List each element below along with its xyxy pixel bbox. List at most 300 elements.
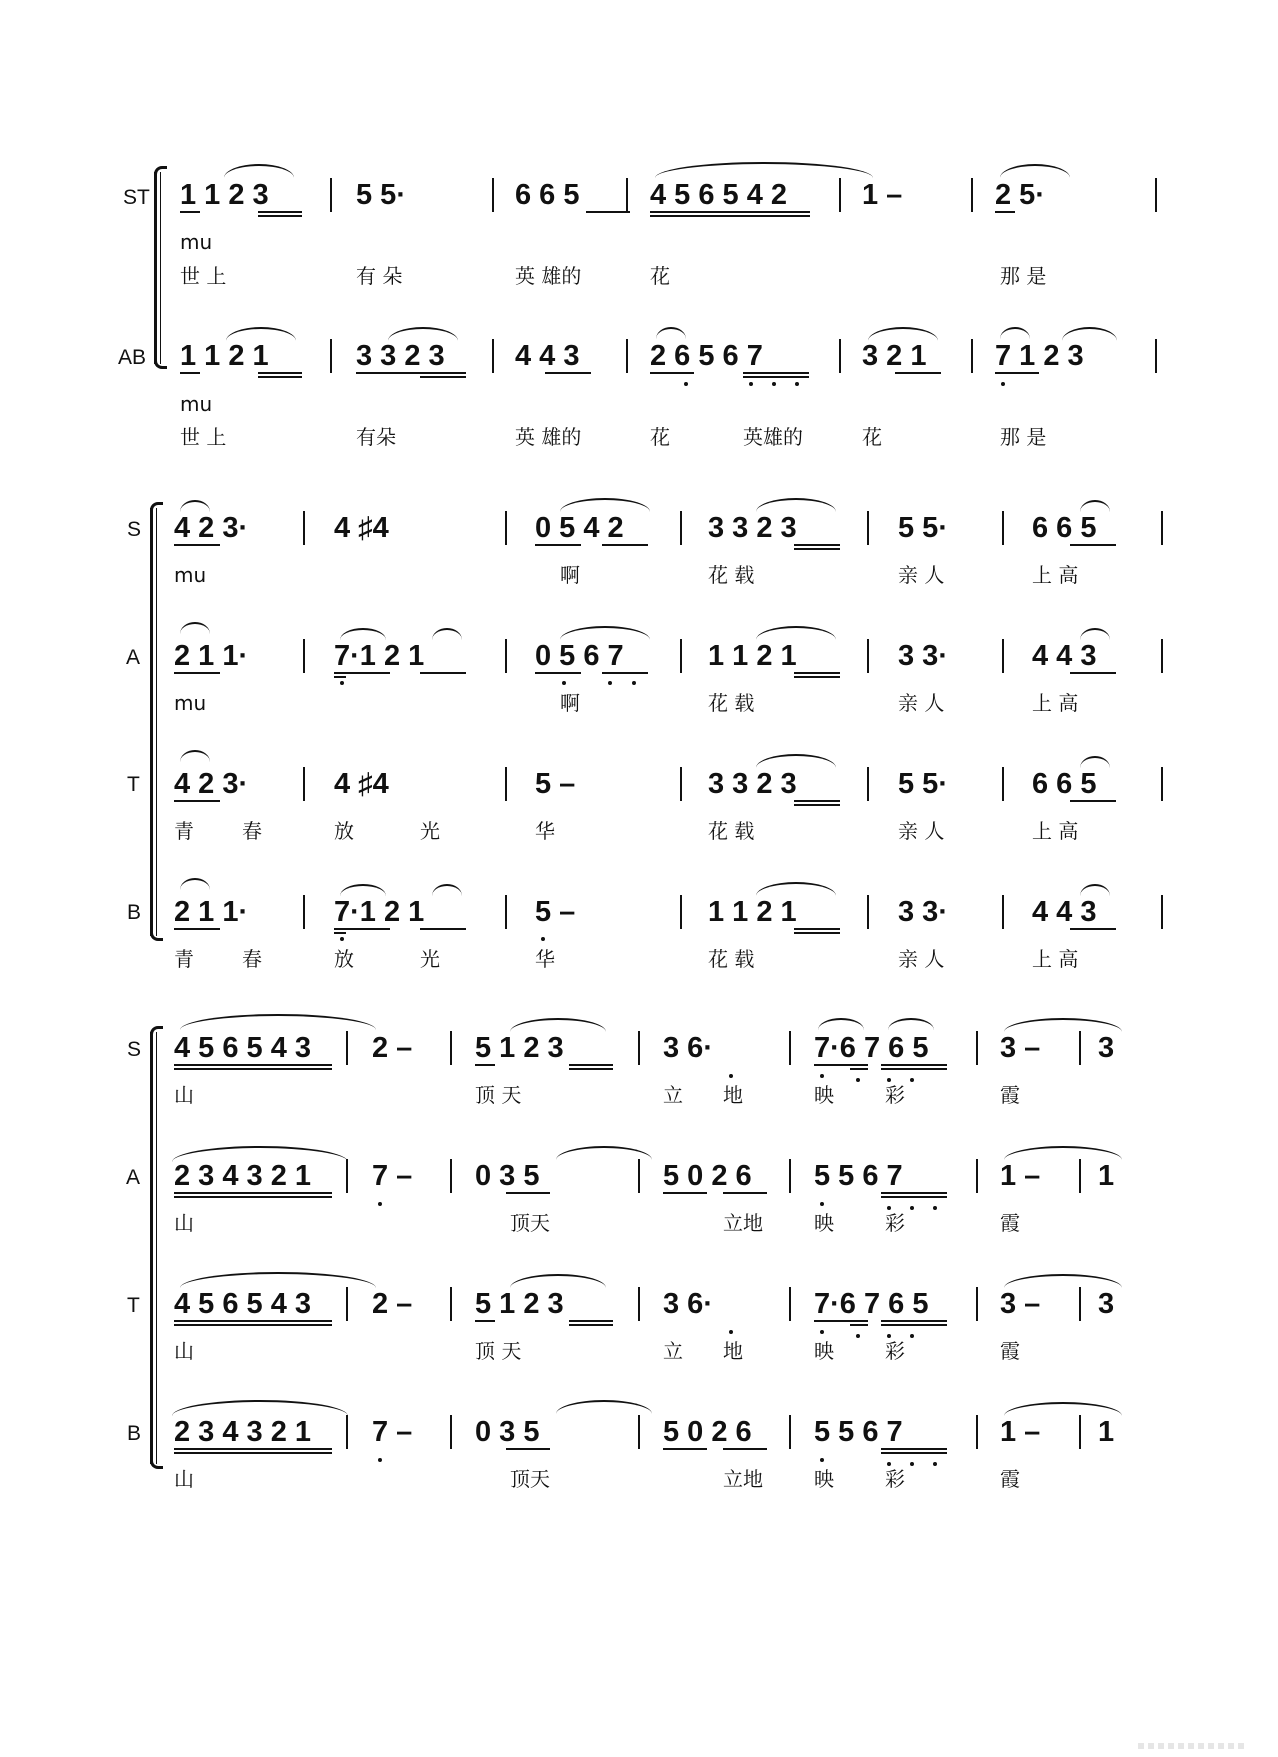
- barline: [1002, 895, 1004, 929]
- measure-4: 3 3 2 3: [708, 512, 797, 544]
- underline: [794, 676, 840, 678]
- barline: [976, 1415, 978, 1449]
- lyric: 有 朵: [356, 264, 403, 288]
- slur: [756, 754, 836, 768]
- barline: [303, 767, 305, 801]
- barline: [680, 511, 682, 545]
- lyric: 地: [723, 1339, 743, 1363]
- underline: [174, 1064, 332, 1066]
- measure-3: 5 –: [535, 768, 576, 800]
- measure-5: 7·6 7 6 5: [814, 1032, 929, 1064]
- slur: [888, 1018, 934, 1030]
- underline: [881, 1448, 947, 1450]
- low-octave-dot: [340, 681, 344, 685]
- underline: [663, 1448, 707, 1450]
- low-octave-dot: [910, 1462, 914, 1466]
- slur: [1080, 756, 1110, 768]
- barline: [450, 1415, 452, 1449]
- lyric: 放: [334, 947, 354, 971]
- lyric: 映: [814, 1467, 834, 1491]
- measure-7: 3: [1098, 1032, 1115, 1064]
- barline: [867, 767, 869, 801]
- low-octave-dot: [820, 1458, 824, 1462]
- measure-7: 1: [1098, 1416, 1115, 1448]
- measure-1: 4 2 3·: [174, 768, 249, 800]
- measure-3: 5 –: [535, 896, 576, 928]
- barline: [346, 1031, 348, 1065]
- lyric: 亲 人: [898, 947, 945, 971]
- underline: [743, 372, 809, 374]
- barline: [1002, 511, 1004, 545]
- measure-2: 2 –: [372, 1288, 413, 1320]
- slur: [180, 878, 210, 890]
- lyric: 春: [242, 947, 262, 971]
- staff-label: T: [127, 773, 140, 796]
- bracket-top-hook: [154, 166, 167, 177]
- measure-1: 2 3 4 3 2 1: [174, 1160, 312, 1192]
- lyric: 顶 天: [475, 1339, 522, 1363]
- lyric: mu: [174, 563, 207, 587]
- slur: [180, 622, 210, 634]
- staff-label: AB: [118, 346, 147, 369]
- slur: [756, 882, 836, 896]
- lyric: 世 上: [180, 264, 227, 288]
- barline: [680, 639, 682, 673]
- slur: [1000, 164, 1070, 178]
- underline: [794, 672, 840, 674]
- measure-6: 1 –: [1000, 1416, 1041, 1448]
- measure-4: 3 6·: [663, 1032, 713, 1064]
- low-octave-dot: [749, 382, 753, 386]
- system-bracket: [154, 172, 157, 364]
- barline: [505, 639, 507, 673]
- measure-5: 7·6 7 6 5: [814, 1288, 929, 1320]
- lyric: 亲 人: [898, 819, 945, 843]
- lyric: 霞: [1000, 1083, 1020, 1107]
- underline: [420, 376, 466, 378]
- slur: [510, 1018, 606, 1032]
- barline: [450, 1159, 452, 1193]
- underline: [535, 672, 581, 674]
- barline: [867, 511, 869, 545]
- lyric: 亲 人: [898, 563, 945, 587]
- underline: [258, 376, 302, 378]
- lyric: 上 高: [1032, 563, 1079, 587]
- underline: [794, 548, 840, 550]
- lyric: 上 高: [1032, 691, 1079, 715]
- barline: [638, 1031, 640, 1065]
- barline: [1161, 511, 1163, 545]
- watermark: [1138, 1743, 1248, 1749]
- underline: [569, 1068, 613, 1070]
- underline: [174, 672, 220, 674]
- slur: [560, 498, 650, 512]
- slur: [180, 1014, 376, 1030]
- measure-2: 4 ♯4: [334, 512, 389, 544]
- slur: [1080, 884, 1110, 896]
- measure-6: 2 5·: [995, 179, 1045, 211]
- barline: [1079, 1159, 1081, 1193]
- barline: [638, 1415, 640, 1449]
- barline: [1079, 1415, 1081, 1449]
- lyric: 彩: [885, 1339, 905, 1363]
- underline: [794, 932, 840, 934]
- low-octave-dot: [887, 1462, 891, 1466]
- measure-6: 4 4 3: [1032, 640, 1097, 672]
- measure-2: 4 ♯4: [334, 768, 389, 800]
- staff-label: S: [127, 1038, 142, 1061]
- barline: [303, 639, 305, 673]
- measure-5: 1 –: [862, 179, 903, 211]
- slur: [560, 626, 650, 640]
- underline: [258, 215, 302, 217]
- slur: [226, 327, 296, 341]
- measure-1: 2 1 1·: [174, 640, 249, 672]
- underline: [174, 928, 220, 930]
- slur: [340, 884, 386, 896]
- underline: [535, 544, 581, 546]
- barline: [1079, 1287, 1081, 1321]
- lyric: 花: [650, 425, 670, 449]
- underline: [794, 928, 840, 930]
- underline: [881, 1064, 947, 1066]
- lyric: 山: [174, 1211, 194, 1235]
- underline: [602, 544, 648, 546]
- low-octave-dot: [820, 1330, 824, 1334]
- slur: [1080, 500, 1110, 512]
- barline: [626, 178, 628, 212]
- slur: [340, 628, 386, 640]
- barline: [789, 1031, 791, 1065]
- barline: [867, 639, 869, 673]
- barline: [680, 895, 682, 929]
- lyric: 世 上: [180, 425, 227, 449]
- measure-4: 4 5 6 5 4 2: [650, 179, 788, 211]
- lyric: 霞: [1000, 1339, 1020, 1363]
- low-octave-dot: [729, 1330, 733, 1334]
- underline: [995, 372, 1039, 374]
- measure-1: 1 1 2 3: [180, 179, 269, 211]
- barline: [1079, 1031, 1081, 1065]
- barline: [1161, 895, 1163, 929]
- low-octave-dot: [887, 1334, 891, 1338]
- barline: [346, 1287, 348, 1321]
- barline: [346, 1415, 348, 1449]
- barline: [839, 178, 841, 212]
- bracket-top-hook: [150, 502, 163, 513]
- lyric: 映: [814, 1339, 834, 1363]
- underline: [1070, 672, 1116, 674]
- lyric: 那 是: [1000, 264, 1047, 288]
- barline: [638, 1159, 640, 1193]
- measure-6: 7 1 2 3: [995, 340, 1084, 372]
- low-octave-dot: [910, 1206, 914, 1210]
- underline: [356, 372, 466, 374]
- barline: [680, 767, 682, 801]
- underline: [506, 1192, 550, 1194]
- low-octave-dot: [378, 1202, 382, 1206]
- measure-5: 3 3·: [898, 896, 948, 928]
- lyric: 放: [334, 819, 354, 843]
- barline: [971, 339, 973, 373]
- staff-label: A: [126, 1166, 141, 1189]
- underline: [545, 372, 591, 374]
- measure-2: 7·1 2 1: [334, 896, 425, 928]
- measure-5: 5 5·: [898, 512, 948, 544]
- underline: [881, 1320, 947, 1322]
- low-octave-dot: [887, 1206, 891, 1210]
- low-octave-dot: [856, 1334, 860, 1338]
- measure-4: 3 6·: [663, 1288, 713, 1320]
- measure-2: 5 5·: [356, 179, 406, 211]
- lyric: 青: [174, 947, 194, 971]
- underline: [334, 928, 390, 930]
- measure-4: 1 1 2 1: [708, 640, 797, 672]
- low-octave-dot: [608, 681, 612, 685]
- low-octave-dot: [933, 1462, 937, 1466]
- barline: [450, 1031, 452, 1065]
- low-octave-dot: [340, 937, 344, 941]
- underline: [850, 1068, 868, 1070]
- lyric: 春: [242, 819, 262, 843]
- measure-2: 2 –: [372, 1032, 413, 1064]
- barline: [1161, 767, 1163, 801]
- lyric: 彩: [885, 1083, 905, 1107]
- lyric: 顶天: [510, 1211, 550, 1235]
- low-octave-dot: [910, 1078, 914, 1082]
- lyric: 花: [862, 425, 882, 449]
- lyric: 霞: [1000, 1467, 1020, 1491]
- measure-6: 4 4 3: [1032, 896, 1097, 928]
- lyric: 山: [174, 1083, 194, 1107]
- measure-2: 7 –: [372, 1416, 413, 1448]
- underline: [1070, 544, 1116, 546]
- barline: [1155, 339, 1157, 373]
- underline: [174, 800, 220, 802]
- lyric: 英 雄的: [515, 264, 582, 288]
- barline: [867, 895, 869, 929]
- staff-label: S: [127, 518, 142, 541]
- underline: [334, 676, 346, 678]
- lyric: mu: [174, 691, 207, 715]
- lyric: 上 高: [1032, 819, 1079, 843]
- measure-4: 5 0 2 6: [663, 1416, 752, 1448]
- underline: [475, 1320, 495, 1322]
- bracket-bottom-hook: [150, 1458, 163, 1469]
- measure-5: 5 5·: [898, 768, 948, 800]
- lyric: 彩: [885, 1211, 905, 1235]
- underline: [794, 804, 840, 806]
- measure-1: 1 1 2 1: [180, 340, 269, 372]
- underline: [475, 1064, 495, 1066]
- system-bracket-thin: [156, 1032, 157, 1464]
- underline: [174, 1192, 332, 1194]
- underline: [794, 544, 840, 546]
- underline: [881, 1192, 947, 1194]
- lyric: 华: [535, 947, 555, 971]
- slur: [180, 750, 210, 762]
- low-octave-dot: [820, 1202, 824, 1206]
- measure-6: 3 –: [1000, 1032, 1041, 1064]
- underline: [334, 932, 346, 934]
- underline: [723, 1448, 767, 1450]
- lyric: 英 雄的: [515, 425, 582, 449]
- measure-4: 5 0 2 6: [663, 1160, 752, 1192]
- slur: [432, 884, 462, 896]
- slur: [818, 1018, 864, 1030]
- slur: [656, 327, 686, 339]
- underline: [1070, 800, 1116, 802]
- bracket-bottom-hook: [154, 358, 167, 369]
- measure-7: 1: [1098, 1160, 1115, 1192]
- lyric-line-mu: mu: [180, 392, 213, 416]
- underline: [881, 1324, 947, 1326]
- barline: [505, 895, 507, 929]
- slur: [224, 164, 294, 178]
- barline: [626, 339, 628, 373]
- lyric: 彩: [885, 1467, 905, 1491]
- lyric: 光: [420, 819, 440, 843]
- underline: [258, 372, 302, 374]
- measure-4: 2 6 5 6 7: [650, 340, 763, 372]
- measure-1: 4 5 6 5 4 3: [174, 1288, 312, 1320]
- barline: [330, 178, 332, 212]
- underline: [895, 372, 941, 374]
- measure-6: 6 6 5: [1032, 512, 1097, 544]
- barline: [839, 339, 841, 373]
- lyric: 光: [420, 947, 440, 971]
- lyric: 花 载: [708, 819, 755, 843]
- underline: [881, 1196, 947, 1198]
- barline: [450, 1287, 452, 1321]
- system-bracket: [150, 508, 153, 936]
- underline: [569, 1064, 613, 1066]
- lyric: 花 载: [708, 947, 755, 971]
- slur: [388, 327, 458, 341]
- barline: [1002, 639, 1004, 673]
- slur: [1004, 1274, 1122, 1288]
- slur: [180, 500, 210, 512]
- underline: [881, 1452, 947, 1454]
- measure-3: 0 5 4 2: [535, 512, 624, 544]
- measure-1: 2 1 1·: [174, 896, 249, 928]
- underline: [420, 672, 466, 674]
- lyric: 顶天: [510, 1467, 550, 1491]
- barline: [971, 178, 973, 212]
- underline: [506, 1448, 550, 1450]
- barline: [1161, 639, 1163, 673]
- lyric: 映: [814, 1083, 834, 1107]
- staff-label: A: [126, 646, 141, 669]
- measure-2: 7 –: [372, 1160, 413, 1192]
- bracket-bottom-hook: [150, 930, 163, 941]
- underline: [602, 672, 648, 674]
- lyric: 上 高: [1032, 947, 1079, 971]
- underline: [334, 672, 390, 674]
- barline: [976, 1159, 978, 1193]
- barline: [505, 767, 507, 801]
- system-bracket-thin: [160, 172, 161, 364]
- slur: [172, 1400, 348, 1416]
- low-octave-dot: [820, 1074, 824, 1078]
- lyric: 山: [174, 1339, 194, 1363]
- lyric: 立: [663, 1083, 683, 1107]
- underline: [995, 211, 1015, 213]
- slur: [172, 1146, 348, 1162]
- lyric: 山: [174, 1467, 194, 1491]
- slur: [432, 628, 462, 640]
- low-octave-dot: [729, 1074, 733, 1078]
- system-bracket: [150, 1032, 153, 1464]
- lyric: 霞: [1000, 1211, 1020, 1235]
- bracket-top-hook: [150, 1026, 163, 1037]
- staff-label: ST: [123, 186, 150, 209]
- low-octave-dot: [1001, 382, 1005, 386]
- barline: [505, 511, 507, 545]
- underline: [174, 1448, 332, 1450]
- barline: [638, 1287, 640, 1321]
- measure-6: 3 –: [1000, 1288, 1041, 1320]
- measure-1: 2 3 4 3 2 1: [174, 1416, 312, 1448]
- lyric-line-mu: mu: [180, 230, 213, 254]
- lyric: 花 载: [708, 563, 755, 587]
- measure-3: 0 3 5: [475, 1416, 540, 1448]
- measure-3: 4 4 3: [515, 340, 580, 372]
- measure-3: 6 6 5: [515, 179, 580, 211]
- staff-label: T: [127, 1294, 140, 1317]
- measure-5: 3 2 1: [862, 340, 927, 372]
- measure-2: 7·1 2 1: [334, 640, 425, 672]
- barline: [492, 178, 494, 212]
- lyric: 花: [650, 264, 670, 288]
- underline: [180, 372, 200, 374]
- lyric: 英雄的: [743, 425, 803, 449]
- lyric: 有朵: [356, 425, 396, 449]
- low-octave-dot: [541, 937, 545, 941]
- lyric: 亲 人: [898, 691, 945, 715]
- underline: [881, 1068, 947, 1070]
- lyric: 顶 天: [475, 1083, 522, 1107]
- measure-4: 1 1 2 1: [708, 896, 797, 928]
- slur: [756, 498, 836, 512]
- measure-3: 0 3 5: [475, 1160, 540, 1192]
- barline: [492, 339, 494, 373]
- measure-1: 4 5 6 5 4 3: [174, 1032, 312, 1064]
- barline: [789, 1159, 791, 1193]
- barline: [976, 1031, 978, 1065]
- lyric: 青: [174, 819, 194, 843]
- low-octave-dot: [887, 1078, 891, 1082]
- lyric: 立地: [723, 1467, 763, 1491]
- underline: [650, 211, 810, 213]
- low-octave-dot: [562, 681, 566, 685]
- underline: [743, 376, 809, 378]
- lyric: 映: [814, 1211, 834, 1235]
- measure-5: 5 5 6 7: [814, 1416, 903, 1448]
- underline: [794, 800, 840, 802]
- underline: [569, 1324, 613, 1326]
- low-octave-dot: [856, 1078, 860, 1082]
- barline: [1002, 767, 1004, 801]
- lyric: 花 载: [708, 691, 755, 715]
- measure-3: 0 5 6 7: [535, 640, 624, 672]
- slur: [1080, 628, 1110, 640]
- measure-3: 5 1 2 3: [475, 1032, 564, 1064]
- barline: [789, 1415, 791, 1449]
- slur: [1004, 1146, 1122, 1160]
- underline: [258, 211, 302, 213]
- low-octave-dot: [632, 681, 636, 685]
